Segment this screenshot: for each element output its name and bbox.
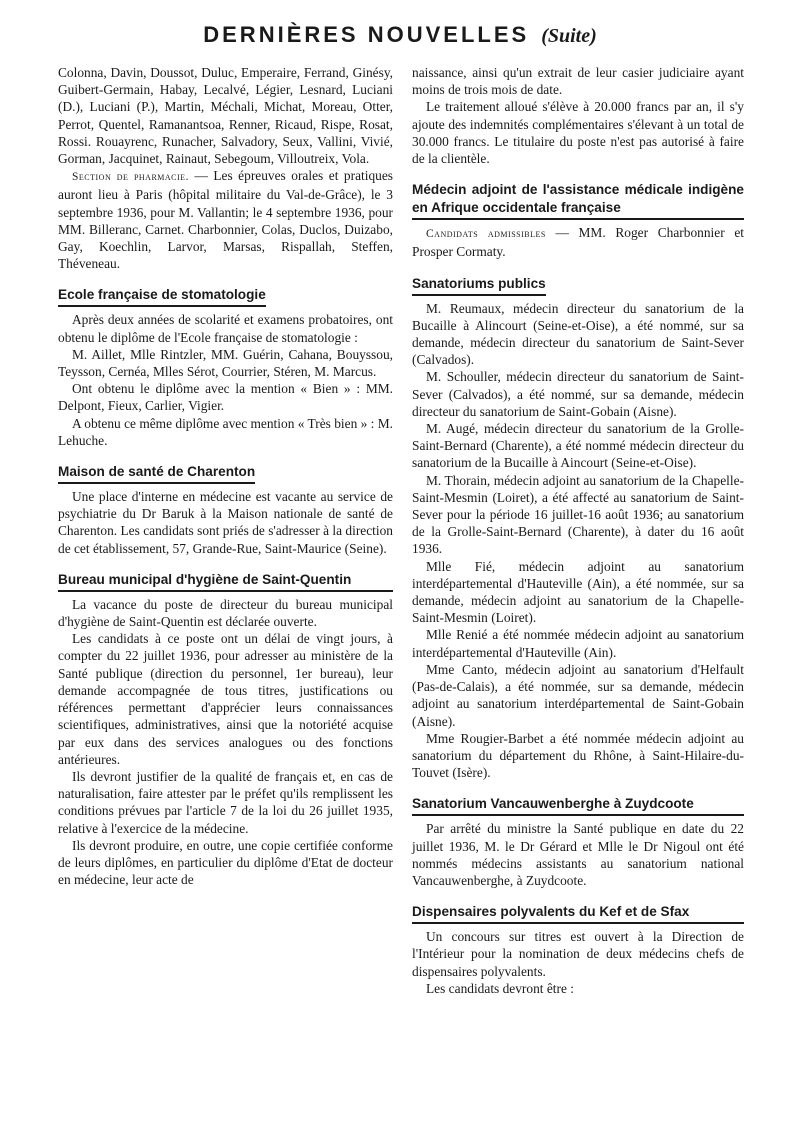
paragraph: Ils devront produire, en outre, une copie certifiée conforme de leurs diplômes, en particulier du diplôme d'Etat de docteur en médecine, leur acte de <box>58 837 393 888</box>
paragraph: Un concours sur titres est ouvert à la Direction de l'Intérieur pour la nomination de deux médecins chefs de dispensaires polyvalents. <box>412 929 744 979</box>
section-heading-vancauwenberghe: Sanatorium Vancauwenberghe à Zuydcoote <box>412 795 744 816</box>
paragraph: La vacance du poste de directeur du bureau municipal d'hygiène de Saint-Quentin est déclarée ouverte. <box>58 596 393 630</box>
paragraph: M. Reumaux, médecin directeur du sanatorium de la Bucaille à Alincourt (Seine-et-Oise), a été nommé, sur sa demande, médecin directeur du sanatorium de Saint-Sever (Calvados). <box>412 300 744 368</box>
paragraph: A obtenu ce même diplôme avec mention « Très bien » : M. Lehuche. <box>58 415 393 448</box>
section-heading-afrique: Médecin adjoint de l'assistance médicale indigène en Afrique occidentale française <box>412 181 744 220</box>
paragraph-text: — Les épreuves orales et pratiques auront lieu à Paris (hôpital militaire du Val-de-Grâce), le 3 septembre 1936, pour M. Vallantin; le 4 septembre 1936, pour MM. Billeranc, Carnet. Charbonnier, Colas, Duclos, Duizabo, Gay, Koechlin, Larvor, Marsas, Rispallah, Steffen, Théveneau. <box>58 168 393 272</box>
paragraph: M. Schouller, médecin directeur du sanatorium de Saint-Sever (Calvados), a été nommé, sur sa demande, médecin directeur du sanatorium de Saint-Gobain (Aisne). <box>412 369 744 419</box>
section-heading-bureau-hygiene: Bureau municipal d'hygiène de Saint-Quentin <box>58 571 393 592</box>
left-column <box>58 64 393 888</box>
section-heading-charenton: Maison de santé de Charenton <box>58 463 255 484</box>
paragraph: M. Augé, médecin directeur du sanatorium de la Grolle-Saint-Bernard (Charente), a été nommé médecin directeur du sanatorium de la Bucaille à Aincourt (Seine-et-Oise). <box>412 421 744 471</box>
section-heading-dispensaires: Dispensaires polyvalents du Kef et de Sfax <box>412 903 744 924</box>
page-title: DERNIÈRES NOUVELLES <box>203 22 530 47</box>
paragraph: naissance, ainsi qu'un extrait de leur casier judiciaire ayant moins de trois mois de date. <box>412 65 744 98</box>
section-heading-sanatoriums: Sanatoriums publics <box>412 275 546 296</box>
paragraph: Mlle Renié a été nommée médecin adjoint au sanatorium interdépartemental d'Hauteville (Ain). <box>412 627 744 660</box>
page-header <box>0 22 800 48</box>
page-title-suite: (Suite) <box>541 25 597 47</box>
paragraph: Par arrêté du ministre la Santé publique en date du 22 juillet 1936, M. le Dr Gérard et Mlle le Dr Nigoul ont été nommés médecins assistants au sanatorium national Vancauwenberghe, à Zuydcoote. <box>412 821 744 888</box>
section-label: Section de pharmacie. <box>72 171 189 184</box>
paragraph: Les candidats devront être : <box>426 980 574 996</box>
paragraph: M. Aillet, Mlle Rintzler, MM. Guérin, Cahana, Bouyssou, Teysson, Cernéa, Mlles Sérot, Courrier, Stéren, M. Marcus. <box>58 346 393 380</box>
paragraph-text: — MM. Roger Charbonnier et Prosper Cormaty. <box>412 225 744 260</box>
paragraph: Les candidats à ce poste ont un délai de vingt jours, à compter du 22 juillet 1936, pour adresser au ministère de la Santé publique (direction du personnel, 1er bureau), leur demande accompagnée de tous titres, justifications ou références permettant d'apprécier leurs connaissances scientifiques, administratives, ainsi que la notoriété acquise par eux dans des services analogues ou des fonctions antérieures. <box>58 631 393 767</box>
paragraph: Après deux années de scolarité et examens probatoires, ont obtenu le diplôme de l'Ecole française de stomatologie : <box>58 312 393 345</box>
paragraph <box>58 167 393 272</box>
section-label: Candidats admissibles <box>426 228 546 241</box>
paragraph: M. Thorain, médecin adjoint au sanatorium de la Chapelle-Saint-Mesmin (Loiret), a été affecté au sanatorium de Saint-Sever pour la période 16 juillet-16 août 1936; au sanatorium de la Grolle-Saint-Bernard (Charente), à dater du 16 août 1936. <box>412 472 744 557</box>
paragraph: Ont obtenu le diplôme avec la mention « Bien » : MM. Delpont, Fieux, Carlier, Vigier. <box>58 381 393 414</box>
paragraph: Une place d'interne en médecine est vacante au service de psychiatrie du Dr Baruk à la Maison nationale de santé de Charenton. Les candidats sont priés de s'adresser à la direction de cet établissement, 57, Grande-Rue, Saint-Maurice (Seine). <box>58 489 393 556</box>
paragraph: Mlle Fié, médecin adjoint au sanatorium interdépartemental d'Hauteville (Ain), a été nommée, sur sa demande, médecin adjoint au sanatorium de la Chapelle-Saint-Mesmin (Loiret). <box>412 558 744 626</box>
right-column <box>412 64 744 997</box>
paragraph: Colonna, Davin, Doussot, Duluc, Emperaire, Ferrand, Ginésy, Guibert-Germain, Habay, Lecalvé, Légier, Lesnard, Luciani (D.), Luciani (P.), Martin, Méchali, Michat, Moreau, Otter, Perrot, Quentel, Ramanantsoa, Renner, Ricaud, Rispe, Rosat, Rossi. Rouayrenc, Runacher, Salvadory, Seux, Vallini, Vivié, Gorman, Jacquinet, Rainaut, Sebegoum, Villoutreix, Vola. <box>58 65 393 167</box>
paragraph: Ils devront justifier de la qualité de français et, en cas de naturalisation, faire attester par le préfet qu'ils remplissent les conditions prévues par l'article 7 de la loi du 26 juillet 1935, relative à l'exercice de la médecine. <box>58 768 393 836</box>
paragraph <box>412 224 744 260</box>
paragraph: Mme Canto, médecin adjoint au sanatorium d'Helfault (Pas-de-Calais), a été nommée, sur sa demande, médecin adjoint au sanatorium interdépartemental de Saint-Gobain (Aisne). <box>412 661 744 729</box>
paragraph: Mme Rougier-Barbet a été nommée médecin adjoint au sanatorium du département du Rhône, à Saint-Hilaire-du-Touvet (Isère). <box>412 730 744 781</box>
paragraph: Le traitement alloué s'élève à 20.000 francs par an, il s'y ajoute des indemnités complémentaires s'élevant à un total de 30.000 francs. Le titulaire du poste n'est pas autorisé à faire de la clientèle. <box>412 99 744 167</box>
section-heading-stomatologie: Ecole française de stomatologie <box>58 286 266 307</box>
